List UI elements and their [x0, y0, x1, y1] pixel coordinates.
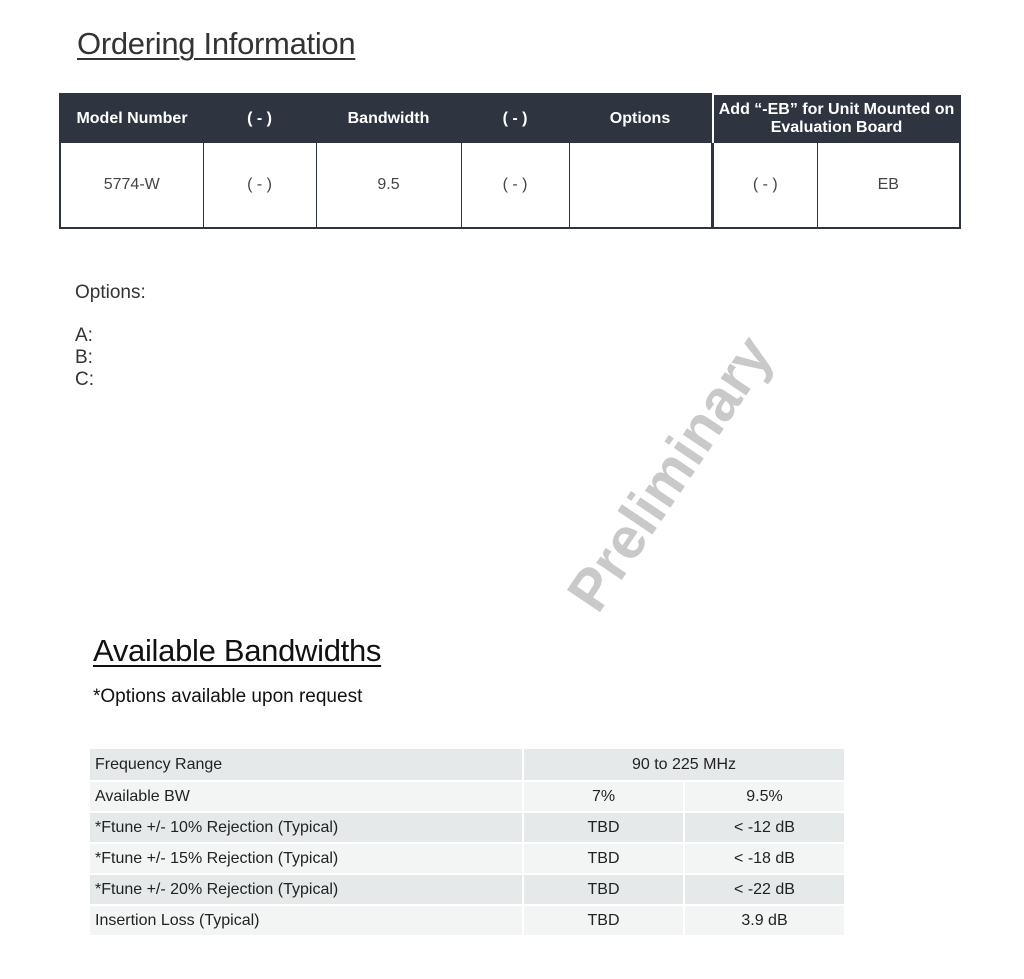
header-bandwidth: Bandwidth — [316, 94, 461, 143]
table-row — [90, 782, 846, 813]
table-row — [90, 749, 846, 782]
row-value: TBD — [524, 875, 685, 906]
ordering-header-row — [60, 94, 712, 143]
row-label: Frequency Range — [90, 749, 524, 782]
bandwidths-title: Available Bandwidths — [93, 633, 382, 668]
row-value: TBD — [524, 906, 685, 937]
row-value: 9.5% — [685, 782, 846, 813]
eb-table — [712, 93, 961, 229]
row-value: TBD — [524, 813, 685, 844]
eb-header: Add “-EB” for Unit Mounted on Evaluation Board — [713, 94, 960, 143]
option-item: B: — [75, 347, 93, 368]
value-options — [569, 143, 712, 228]
ordering-value-row — [60, 143, 712, 228]
bandwidths-table — [90, 749, 846, 937]
ordering-table — [59, 93, 713, 229]
header-options: Options — [569, 94, 712, 143]
header-separator: ( - ) — [461, 94, 569, 143]
option-item: A: — [75, 325, 93, 346]
row-value: 7% — [524, 782, 685, 813]
value-bandwidth: 9.5 — [316, 143, 461, 228]
value-model-number: 5774-W — [103, 176, 160, 193]
option-item: C: — [75, 369, 94, 390]
eb-value-separator: ( - ) — [752, 176, 778, 193]
table-row — [90, 875, 846, 906]
row-value: < -18 dB — [685, 844, 846, 875]
row-label: Available BW — [90, 782, 524, 813]
value-separator: ( - ) — [203, 143, 316, 228]
row-label: *Ftune +/- 15% Rejection (Typical) — [90, 844, 524, 875]
row-label: Insertion Loss (Typical) — [90, 906, 524, 937]
header-model-number: Model Number — [60, 94, 203, 143]
preliminary-watermark: Preliminary — [554, 324, 786, 623]
table-row — [90, 844, 846, 875]
bandwidths-note: *Options available upon request — [93, 686, 363, 707]
eb-value: EB — [817, 143, 960, 228]
row-value: 90 to 225 MHz — [524, 749, 846, 782]
eb-header-row — [713, 94, 960, 143]
row-value: < -22 dB — [685, 875, 846, 906]
value-separator: ( - ) — [461, 143, 569, 228]
options-heading: Options: — [75, 282, 146, 303]
row-value: 3.9 dB — [685, 906, 846, 937]
eb-value-row — [713, 143, 960, 228]
table-row — [90, 906, 846, 937]
table-row — [90, 813, 846, 844]
row-label: *Ftune +/- 10% Rejection (Typical) — [90, 813, 524, 844]
row-value: TBD — [524, 844, 685, 875]
row-value: < -12 dB — [685, 813, 846, 844]
ordering-title: Ordering Information — [77, 26, 356, 61]
header-separator: ( - ) — [203, 94, 316, 143]
row-label: *Ftune +/- 20% Rejection (Typical) — [90, 875, 524, 906]
